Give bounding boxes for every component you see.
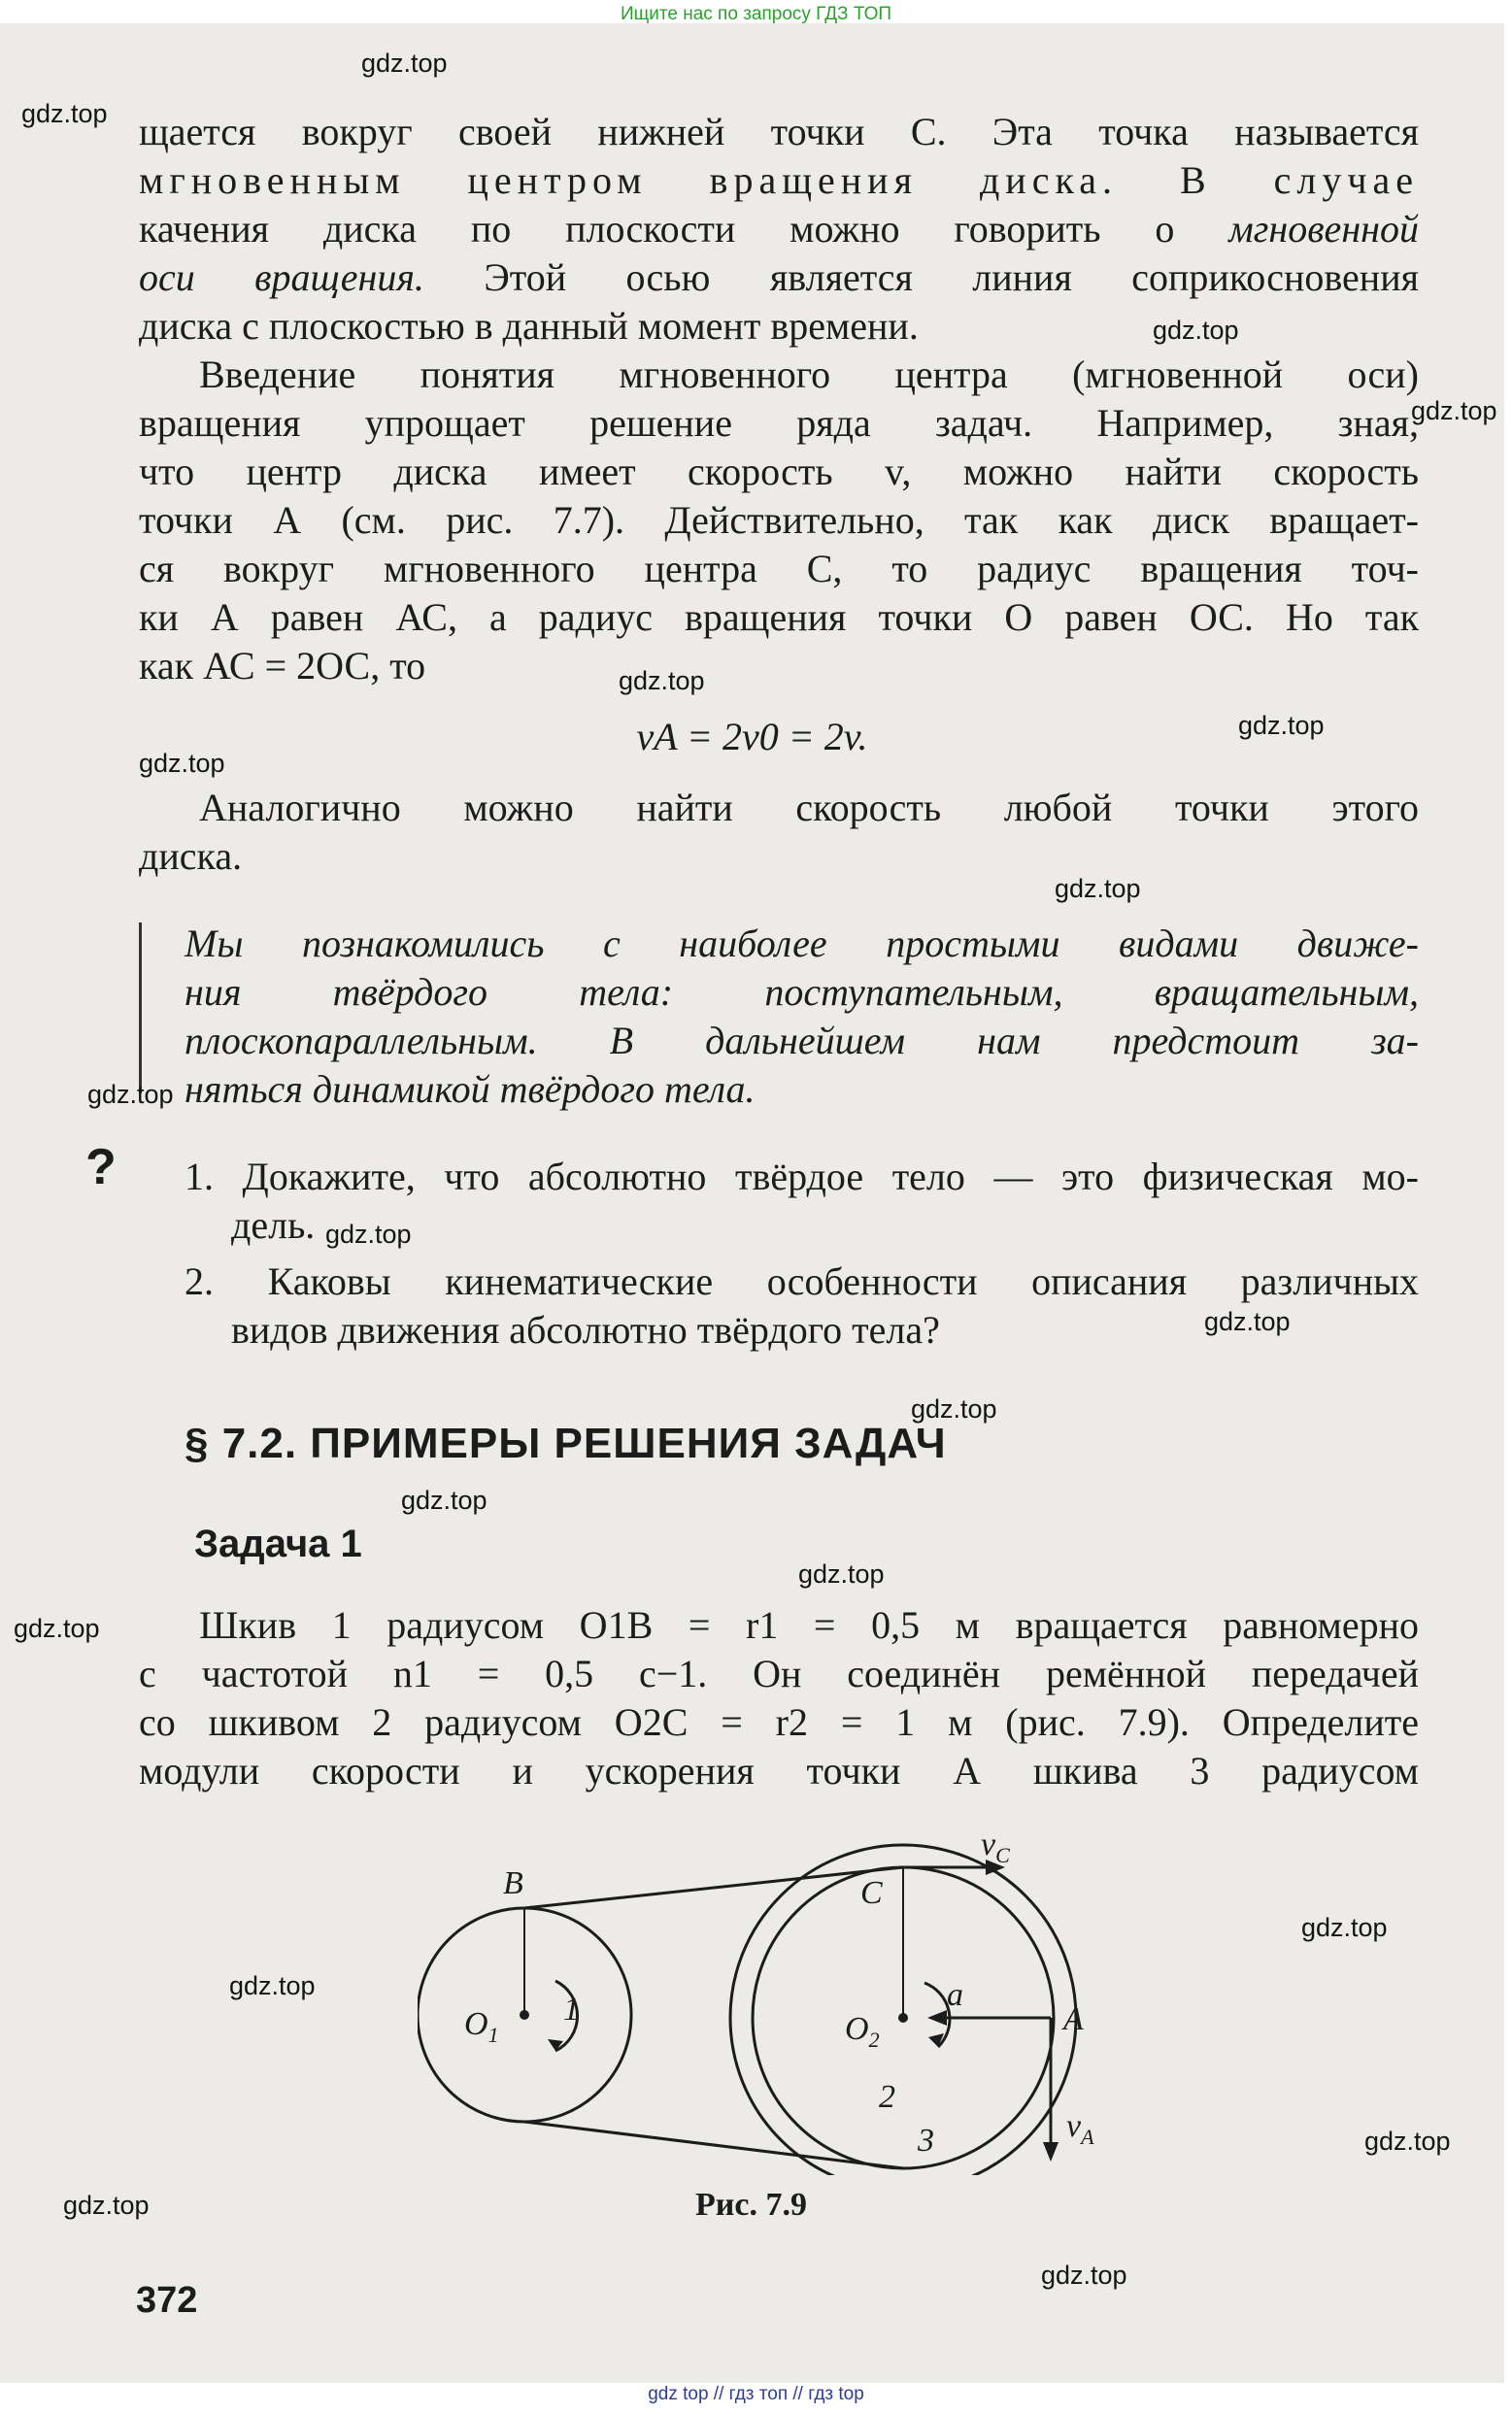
center-o2 bbox=[898, 2013, 908, 2023]
page-edge bbox=[1504, 0, 1512, 2414]
paragraph2-line1: Введение понятия мгновенного центра (мгновенной оси) bbox=[199, 352, 1419, 396]
label-acceleration: a bbox=[947, 1977, 963, 2013]
section-title: § 7.2. ПРИМЕРЫ РЕШЕНИЯ ЗАДАЧ bbox=[185, 1420, 947, 1467]
paragraph2-line5: ся вокруг мгновенного центра С, то радиус вращения точ- bbox=[139, 547, 1419, 590]
question2-line1: 2. Каковы кинематические особенности описания различных bbox=[185, 1259, 1419, 1303]
pulley-figure bbox=[418, 1826, 1117, 2175]
center-o1 bbox=[520, 2010, 529, 2020]
belt-bottom bbox=[524, 2122, 903, 2168]
belt-top bbox=[524, 1867, 903, 1908]
watermark: gdz.top bbox=[1238, 711, 1325, 740]
task-line4: модули скорости и ускорения точки А шкива 3 радиусом bbox=[139, 1749, 1419, 1793]
watermark: gdz.top bbox=[1204, 1307, 1291, 1336]
watermark: gdz.top bbox=[1055, 874, 1141, 903]
label-pulley-3: 3 bbox=[918, 2123, 934, 2159]
watermark: gdz.top bbox=[1301, 1913, 1388, 1942]
watermark: gdz.top bbox=[1153, 316, 1239, 345]
watermark: gdz.top bbox=[14, 1614, 100, 1643]
bottom-banner[interactable]: gdz top // гдз топ // гдз top bbox=[648, 2384, 864, 2404]
watermark: gdz.top bbox=[1364, 2127, 1451, 2156]
paragraph3-line1: Аналогично можно найти скорость любой точки этого bbox=[199, 786, 1419, 829]
label-a: A bbox=[1063, 2001, 1084, 2037]
summary-line2: ния твёрдого тела: поступательным, вращательным, bbox=[185, 970, 1419, 1014]
label-va: $v_A$ bbox=[1066, 2108, 1094, 2149]
paragraph1-line2: мгновенным центром вращения диска. В случае bbox=[139, 158, 1419, 202]
paragraph1-line3: качения диска по плоскости можно говорить о мгновенной bbox=[139, 207, 1419, 251]
summary-line3: плоскопараллельным. В дальнейшем нам предстоит за- bbox=[185, 1019, 1419, 1062]
watermark: gdz.top bbox=[21, 99, 108, 128]
watermark: gdz.top bbox=[401, 1486, 487, 1515]
watermark: gdz.top bbox=[229, 1971, 316, 2000]
paragraph1-line1: щается вокруг своей нижней точки С. Эта точка называется bbox=[139, 110, 1419, 153]
label-c: C bbox=[860, 1875, 883, 1911]
velocity-formula: vA = 2v0 = 2v. bbox=[636, 715, 868, 758]
watermark: gdz.top bbox=[139, 749, 225, 778]
label-o1: $O_1$ bbox=[464, 2006, 499, 2047]
paragraph2-line4: точки А (см. рис. 7.7). Действительно, так как диск вращает- bbox=[139, 498, 1419, 542]
watermark: gdz.top bbox=[63, 2191, 150, 2220]
watermark: gdz.top bbox=[325, 1220, 412, 1249]
paragraph2-line3: что центр диска имеет скорость v, можно найти скорость bbox=[139, 450, 1419, 493]
watermark: gdz.top bbox=[911, 1394, 997, 1424]
question2-line2: видов движения абсолютно твёрдого тела? bbox=[231, 1308, 940, 1352]
label-b: B bbox=[503, 1865, 523, 1901]
paragraph2-line7: как АС = 2ОС, то bbox=[139, 644, 426, 687]
question1-line1: 1. Докажите, что абсолютно твёрдое тело — это физическая мо- bbox=[185, 1155, 1419, 1198]
watermark: gdz.top bbox=[1041, 2261, 1127, 2290]
label-pulley-2: 2 bbox=[879, 2079, 895, 2115]
task-title: Задача 1 bbox=[194, 1523, 362, 1565]
summary-line4: няться динамикой твёрдого тела. bbox=[185, 1067, 756, 1111]
vector-va-head bbox=[1043, 2142, 1058, 2162]
question1-line2: дель. bbox=[231, 1203, 316, 1247]
task-line2: с частотой n1 = 0,5 с−1. Он соединён ремённой передачей bbox=[139, 1652, 1419, 1695]
top-banner[interactable]: Ищите нас по запросу ГДЗ ТОП bbox=[620, 4, 892, 24]
watermark: gdz.top bbox=[1411, 396, 1497, 425]
paragraph2-line6: ки А равен АС, а радиус вращения точки О равен ОС. Но так bbox=[139, 595, 1419, 639]
task-line3: со шкивом 2 радиусом O2C = r2 = 1 м (рис. 7.9). Определите bbox=[139, 1700, 1419, 1744]
paragraph3-line2: диска. bbox=[139, 834, 243, 878]
page-number: 372 bbox=[136, 2280, 198, 2321]
figure-caption: Рис. 7.9 bbox=[695, 2187, 807, 2223]
paragraph2-line2: вращения упрощает решение ряда задач. Например, зная, bbox=[139, 401, 1419, 445]
watermark: gdz.top bbox=[87, 1080, 174, 1109]
summary-line1: Мы познакомились с наиболее простыми видами движе- bbox=[185, 922, 1419, 965]
label-vc: $v_C$ bbox=[981, 1827, 1010, 1867]
watermark: gdz.top bbox=[798, 1559, 885, 1589]
watermark: gdz.top bbox=[361, 49, 448, 78]
vector-a-head bbox=[927, 2010, 947, 2026]
question-mark-icon: ? bbox=[85, 1139, 117, 1195]
summary-rule bbox=[139, 922, 142, 1093]
task-line1: Шкив 1 радиусом O1B = r1 = 0,5 м вращается равномерно bbox=[199, 1603, 1419, 1647]
label-pulley-1: 1 bbox=[563, 1992, 580, 2028]
watermark: gdz.top bbox=[619, 666, 705, 695]
paragraph1-line5: диска с плоскостью в данный момент времени. bbox=[139, 304, 919, 348]
label-o2: $O_2$ bbox=[845, 2011, 880, 2052]
paragraph1-line4: оси вращения. Этой осью является линия соприкосновения bbox=[139, 255, 1420, 299]
